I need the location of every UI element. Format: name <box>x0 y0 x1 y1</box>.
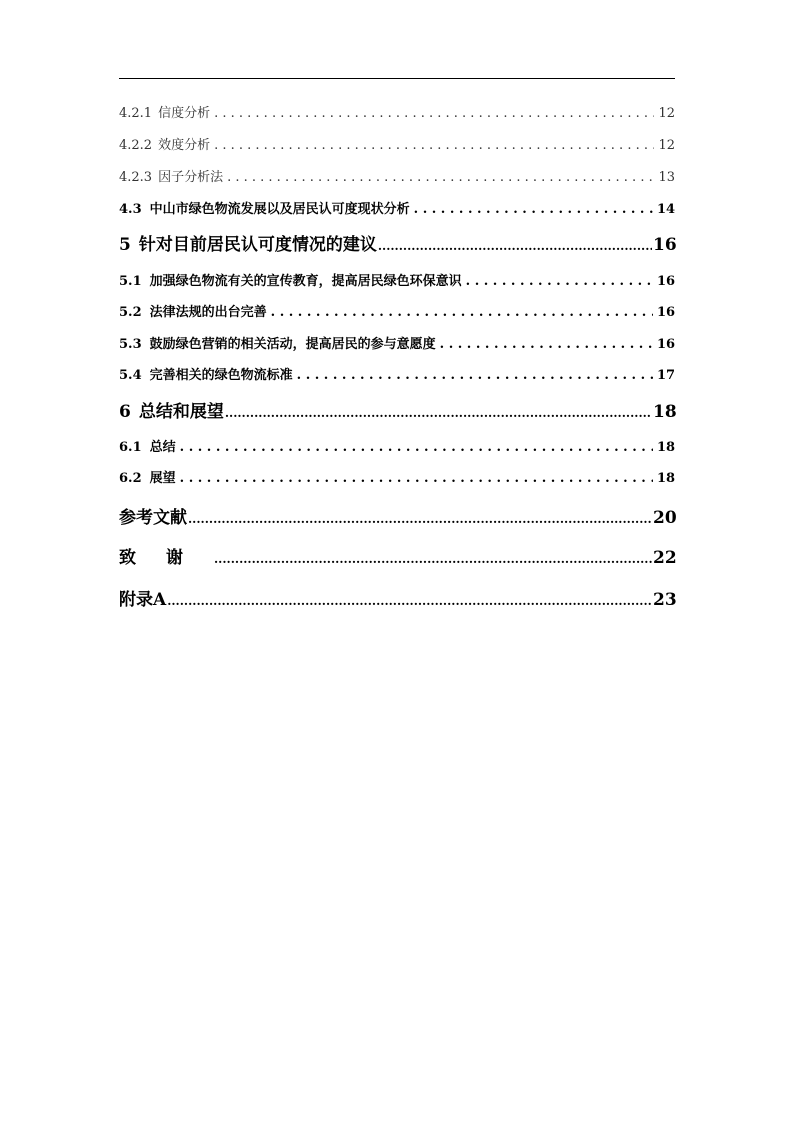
toc-entry-number: 5.1 <box>119 274 142 289</box>
toc-entry-acknowledgements[interactable] <box>119 543 675 568</box>
toc-entry-5-1[interactable] <box>119 270 675 289</box>
toc-entry-number: 6 <box>119 402 131 422</box>
toc-entry-page: 18 <box>653 402 677 422</box>
dot-leader <box>180 471 653 486</box>
toc-entry-number: 5.2 <box>119 305 142 320</box>
dot-leader <box>414 202 653 217</box>
toc-entry-title: 完善相关的绿色物流标准 <box>149 368 293 383</box>
toc-entry-5-3[interactable] <box>119 333 675 352</box>
toc-entry-6-1[interactable] <box>119 436 675 455</box>
dot-leader <box>188 508 652 528</box>
toc-entry-title: 法律法规的出台完善 <box>149 305 267 320</box>
toc-entry-title: 中山市绿色物流发展以及居民认可度现状分析 <box>149 202 410 217</box>
toc-entry-page: 16 <box>657 305 676 320</box>
toc-entry-page: 12 <box>658 138 675 153</box>
toc-entry-title: 加强绿色物流有关的宣传教育，提高居民绿色环保意识 <box>149 274 462 289</box>
toc-entry-page: 18 <box>657 471 676 486</box>
toc-entry-title: 鼓励绿色营销的相关活动，提高居民的参与意愿度 <box>149 337 436 352</box>
toc-entry-number: 4.2.1 <box>119 106 153 121</box>
toc-entry-page: 16 <box>657 337 676 352</box>
header-rule <box>119 78 675 79</box>
toc-entry-page: 20 <box>653 508 677 528</box>
toc-entry-page: 17 <box>657 368 676 383</box>
toc-entry-5-2[interactable] <box>119 301 675 320</box>
dot-leader <box>271 305 653 320</box>
toc-entry-number: 6.1 <box>119 440 142 455</box>
toc-entry-number: 5.4 <box>119 368 142 383</box>
toc-entry-number: 5 <box>119 235 131 255</box>
toc-entry-number: 4.3 <box>119 202 142 217</box>
toc-entry-number: 4.2.2 <box>119 138 153 153</box>
toc-entry-title: 针对目前居民认可度情况的建议 <box>138 235 377 255</box>
toc-entry-title: 致谢 <box>119 548 213 568</box>
toc-entry-6[interactable] <box>119 397 675 422</box>
toc-entry-title: 总结 <box>149 440 176 455</box>
toc-entry-appendix-a[interactable] <box>119 585 675 610</box>
dot-leader <box>214 138 654 153</box>
toc-entry-number: 4.2.3 <box>119 170 153 185</box>
dot-leader <box>440 337 653 352</box>
toc-entry-4-2-2[interactable] <box>119 134 675 153</box>
dot-leader <box>466 274 653 289</box>
dot-leader <box>227 170 654 185</box>
dot-leader <box>167 590 652 610</box>
toc-entry-page: 23 <box>653 590 677 610</box>
toc-entry-page: 12 <box>658 106 675 121</box>
toc-entry-title: 参考文献 <box>119 508 187 528</box>
toc-entry-page: 13 <box>658 170 675 185</box>
dot-leader <box>297 368 653 383</box>
toc-entry-page: 18 <box>657 440 676 455</box>
toc-entry-5-4[interactable] <box>119 364 675 383</box>
toc-entry-4-2-3[interactable] <box>119 166 675 185</box>
toc-entry-title: 效度分析 <box>158 138 211 153</box>
toc-entry-title: 信度分析 <box>158 106 211 121</box>
toc-entry-4-3[interactable] <box>119 198 675 217</box>
toc-entry-title: 总结和展望 <box>138 402 224 422</box>
toc-entry-page: 16 <box>653 235 677 255</box>
dot-leader <box>225 402 652 422</box>
dot-leader <box>214 548 652 568</box>
dot-leader <box>180 440 653 455</box>
toc-entry-title: 附录A <box>119 590 167 610</box>
dot-leader <box>214 106 654 121</box>
toc-entry-number: 6.2 <box>119 471 142 486</box>
toc-entry-6-2[interactable] <box>119 467 675 486</box>
toc-entry-page: 22 <box>653 548 677 568</box>
toc-entry-5[interactable] <box>119 230 675 255</box>
toc-entry-references[interactable] <box>119 503 675 528</box>
toc-entry-title: 因子分析法 <box>158 170 224 185</box>
dot-leader <box>378 235 652 255</box>
toc-entry-page: 16 <box>657 274 676 289</box>
toc-entry-number: 5.3 <box>119 337 142 352</box>
toc-entry-4-2-1[interactable] <box>119 102 675 121</box>
toc-entry-title: 展望 <box>149 471 176 486</box>
toc-entry-page: 14 <box>657 202 676 217</box>
